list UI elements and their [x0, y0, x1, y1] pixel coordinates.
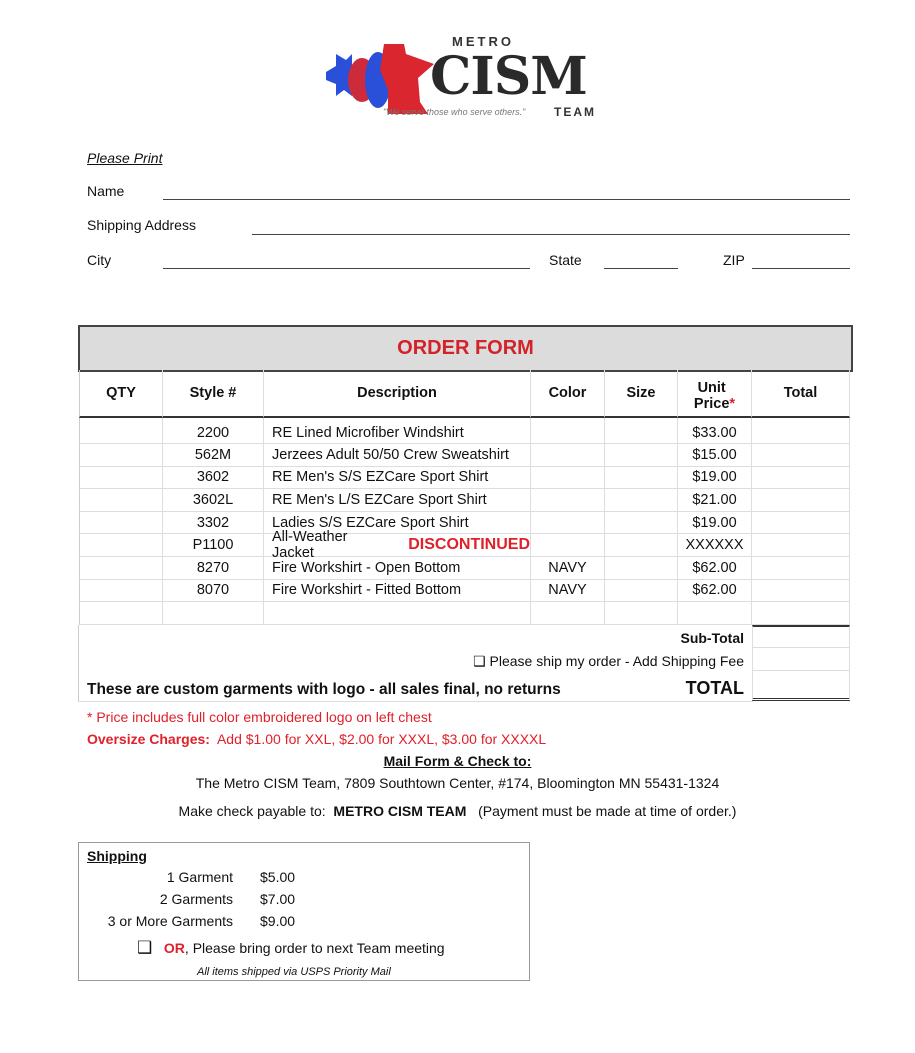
header-unit-price-label: Unit Price — [693, 380, 730, 412]
row-size-field[interactable] — [605, 602, 678, 625]
final-sale-note: These are custom garments with logo - all sales final, no returns — [87, 681, 561, 698]
subtotal-field[interactable] — [752, 625, 850, 648]
row-size-field[interactable] — [605, 467, 678, 490]
mail-address: The Metro CISM Team, 7809 Southtown Center, #174, Bloomington MN 55431-1324 — [195, 775, 720, 791]
row-style: 3602 — [163, 467, 264, 490]
payee: METRO CISM TEAM — [333, 803, 467, 819]
order-form-title: ORDER FORM — [397, 337, 534, 359]
row-description: RE Lined Microfiber Windshirt — [264, 418, 531, 444]
header-style: Style # — [163, 370, 264, 418]
row-size-field[interactable] — [605, 580, 678, 603]
shipping-title: Shipping — [87, 848, 147, 864]
row-color — [531, 467, 605, 490]
row-unit-price: $62.00 — [678, 557, 752, 580]
shipping-box — [78, 842, 530, 981]
row-description: Fire Workshirt - Open Bottom — [264, 557, 531, 580]
logo-tagline: "We serve those who serve others." — [383, 107, 526, 117]
row-description: Jerzees Adult 50/50 Crew Sweatshirt — [264, 444, 531, 467]
row-style: 8070 — [163, 580, 264, 603]
row-qty-field[interactable] — [79, 489, 163, 512]
row-qty-field[interactable] — [79, 467, 163, 490]
shipping-rate — [108, 913, 233, 929]
row-total-field[interactable] — [752, 534, 850, 557]
ship-order-label: Please ship my order - Add Shipping Fee — [489, 653, 744, 669]
oversize-label: Oversize Charges: — [87, 731, 210, 747]
row-color — [531, 602, 605, 625]
row-qty-field[interactable] — [79, 580, 163, 603]
row-description — [264, 602, 531, 625]
logo-cism: CISM — [430, 46, 587, 107]
or-label: OR — [163, 940, 185, 956]
address-label: Shipping Address — [87, 217, 196, 233]
shipping-fee-field[interactable] — [752, 648, 850, 671]
checkbox-icon[interactable]: ❑ — [473, 653, 490, 669]
total-field[interactable] — [752, 671, 850, 701]
row-size-field[interactable] — [605, 444, 678, 467]
header-color: Color — [531, 370, 605, 418]
subtotal-label: Sub-Total — [680, 630, 744, 646]
row-style: 562M — [163, 444, 264, 467]
total-label: TOTAL — [685, 678, 744, 698]
bring-to-meeting-option[interactable] — [137, 938, 445, 958]
row-style: 8270 — [163, 557, 264, 580]
discontinued-badge: DISCONTINUED — [408, 536, 530, 554]
row-total-field[interactable] — [752, 444, 850, 467]
row-total-field[interactable] — [752, 602, 850, 625]
city-label: City — [87, 252, 112, 268]
row-unit-price: $15.00 — [678, 444, 752, 467]
price-note: * Price includes full color embroidered logo on left chest — [87, 709, 432, 725]
row-qty-field[interactable] — [79, 512, 163, 535]
row-qty-field[interactable] — [79, 557, 163, 580]
row-unit-price: $19.00 — [678, 467, 752, 490]
row-unit-price: XXXXXX — [678, 534, 752, 557]
oversize-charges — [87, 731, 546, 747]
row-style — [163, 602, 264, 625]
rate-label: 3 or More Garments — [107, 913, 233, 929]
address-field[interactable] — [252, 234, 850, 235]
header-description: Description — [264, 370, 531, 418]
rate-label: 2 Garments — [159, 891, 233, 907]
header-qty: QTY — [79, 370, 163, 418]
rate-price: $9.00 — [260, 913, 296, 929]
row-description: RE Men's S/S EZCare Sport Shirt — [264, 467, 531, 490]
row-qty-field[interactable] — [79, 444, 163, 467]
row-unit-price: $62.00 — [678, 580, 752, 603]
name-field[interactable] — [163, 199, 850, 200]
row-unit-price: $21.00 — [678, 489, 752, 512]
row-color — [531, 489, 605, 512]
header-total: Total — [752, 370, 850, 418]
row-description: RE Men's L/S EZCare Sport Shirt — [264, 489, 531, 512]
row-size-field[interactable] — [605, 512, 678, 535]
row-color — [531, 534, 605, 557]
logo-metro: METRO — [452, 34, 514, 49]
row-style: 3602L — [163, 489, 264, 512]
row-qty-field[interactable] — [79, 418, 163, 444]
payable-line — [0, 803, 915, 819]
bring-label: , Please bring order to next Team meeting — [184, 940, 445, 956]
row-style: 2200 — [163, 418, 264, 444]
row-style: P1100 — [163, 534, 264, 557]
zip-label: ZIP — [723, 252, 745, 268]
please-print-label: Please Print — [87, 150, 163, 166]
row-size-field[interactable] — [605, 534, 678, 557]
row-description: Ladies S/S EZCare Sport Shirt — [264, 512, 531, 535]
row-color: NAVY — [531, 557, 605, 580]
usps-note: All items shipped via USPS Priority Mail — [197, 966, 391, 978]
oversize-text: Add $1.00 for XXL, $2.00 for XXXL, $3.00 for XXXXL — [216, 731, 547, 747]
shipping-rate — [167, 869, 233, 885]
row-total-field[interactable] — [752, 489, 850, 512]
state-field[interactable] — [604, 268, 678, 269]
checkbox-icon[interactable]: ❑ — [137, 938, 153, 957]
logo-team: TEAM — [554, 105, 596, 119]
row-total-field[interactable] — [752, 557, 850, 580]
header-unit-price — [678, 370, 752, 418]
header-size: Size — [605, 370, 678, 418]
rate-price: $5.00 — [260, 869, 296, 885]
row-unit-price — [678, 602, 752, 625]
asterisk: * — [729, 396, 736, 412]
row-color: NAVY — [531, 580, 605, 603]
row-total-field[interactable] — [752, 418, 850, 444]
row-total-field[interactable] — [752, 580, 850, 603]
row-description: Fire Workshirt - Fitted Bottom — [264, 580, 531, 603]
payable-label: Make check payable to: — [178, 803, 326, 819]
payable-note: (Payment must be made at time of order.) — [478, 803, 737, 819]
row-description-text: All-Weather Jacket — [272, 529, 348, 562]
row-size-field[interactable] — [605, 418, 678, 444]
row-description — [264, 529, 531, 562]
row-size-field[interactable] — [605, 557, 678, 580]
row-unit-price: $19.00 — [678, 512, 752, 535]
row-style: 3302 — [163, 512, 264, 535]
name-label: Name — [87, 183, 125, 199]
footer-box-border — [78, 625, 753, 702]
row-size-field[interactable] — [605, 489, 678, 512]
row-color — [531, 444, 605, 467]
row-color — [531, 512, 605, 535]
zip-field[interactable] — [752, 268, 850, 269]
row-unit-price: $33.00 — [678, 418, 752, 444]
row-color — [531, 418, 605, 444]
row-total-field[interactable] — [752, 512, 850, 535]
row-total-field[interactable] — [752, 467, 850, 490]
order-form-title-bar — [78, 325, 853, 372]
row-qty-field[interactable] — [79, 602, 163, 625]
city-field[interactable] — [163, 268, 530, 269]
rate-price: $7.00 — [260, 891, 296, 907]
row-qty-field[interactable] — [79, 534, 163, 557]
state-label: State — [549, 252, 582, 268]
rate-label: 1 Garment — [166, 869, 233, 885]
mail-title: Mail Form & Check to: — [383, 753, 532, 769]
shipping-rate — [160, 891, 233, 907]
